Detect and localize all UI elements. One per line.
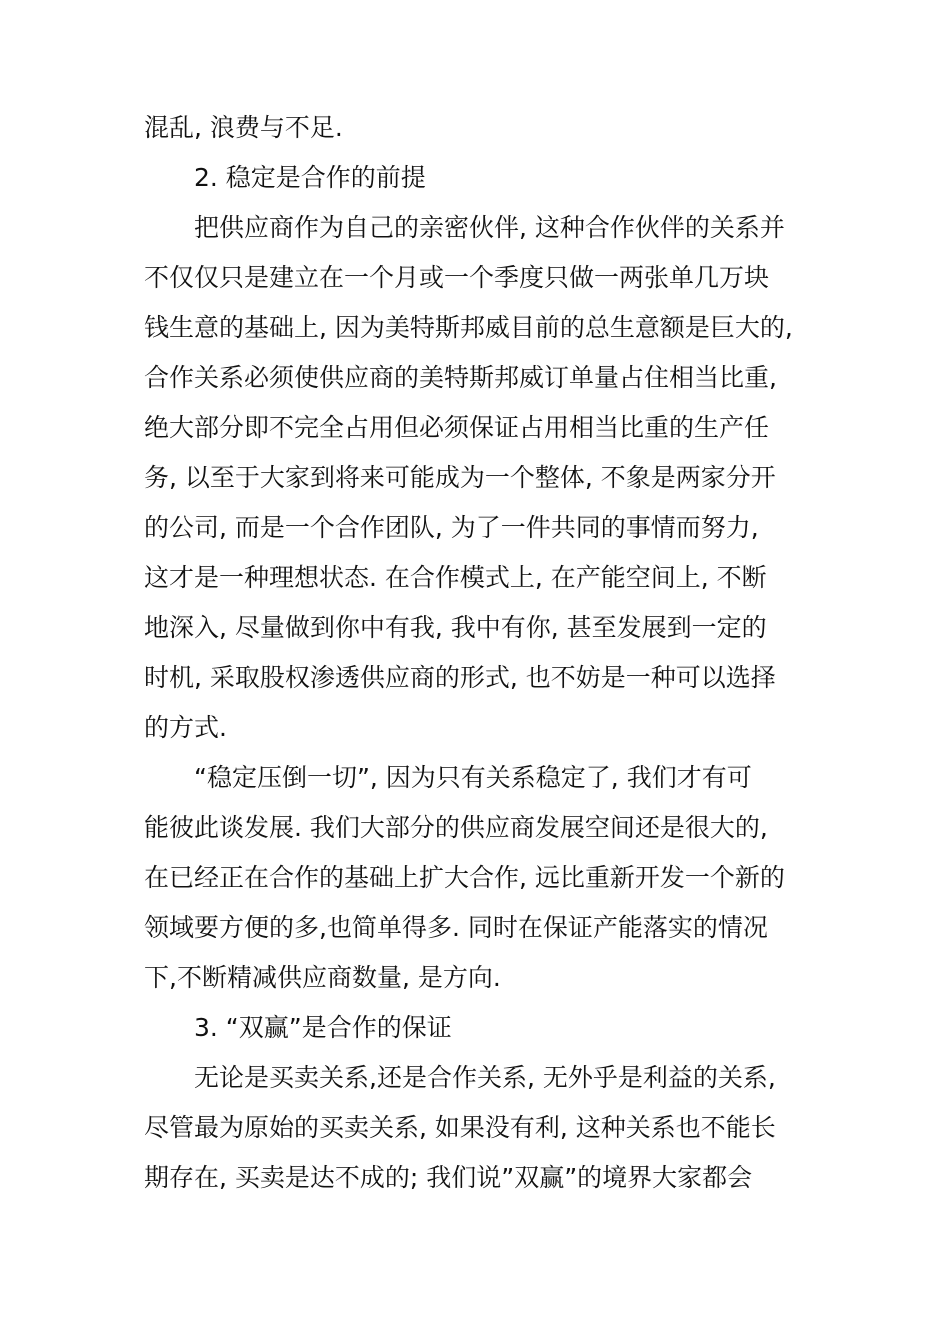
text-line: 能彼此谈发展. 我们大部分的供应商发展空间还是很大的,	[144, 813, 768, 842]
text-line: 的方式.	[144, 713, 227, 742]
text-line: 把供应商作为自己的亲密伙伴, 这种合作伙伴的关系并	[194, 213, 785, 242]
text-line: 无论是买卖关系,还是合作关系, 无外乎是利益的关系,	[194, 1063, 776, 1092]
text-line: 地深入, 尽量做到你中有我, 我中有你, 甚至发展到一定的	[144, 613, 767, 642]
text-line: 尽管最为原始的买卖关系, 如果没有利, 这种关系也不能长	[144, 1113, 776, 1142]
text-line: 的公司, 而是一个合作团队, 为了一件共同的事情而努力,	[144, 513, 759, 542]
text-line: “稳定压倒一切”, 因为只有关系稳定了, 我们才有可	[194, 763, 752, 792]
text-line: 不仅仅只是建立在一个月或一个季度只做一两张单几万块	[144, 263, 770, 292]
text-line: 下,不断精减供应商数量, 是方向.	[144, 963, 501, 992]
text-line: 钱生意的基础上, 因为美特斯邦威目前的总生意额是巨大的,	[144, 313, 793, 342]
section-heading: 3. “双赢”是合作的保证	[194, 1013, 452, 1042]
text-line: 合作关系必须使供应商的美特斯邦威订单量占住相当比重,	[144, 363, 777, 392]
text-line: 期存在, 买卖是达不成的; 我们说”双赢”的境界大家都会	[144, 1163, 753, 1192]
text-line: 这才是一种理想状态. 在合作模式上, 在产能空间上, 不断	[144, 563, 767, 592]
text-line: 领域要方便的多,也简单得多. 同时在保证产能落实的情况	[144, 913, 768, 942]
text-line: 在已经正在合作的基础上扩大合作, 远比重新开发一个新的	[144, 863, 785, 892]
text-line: 时机, 采取股权渗透供应商的形式, 也不妨是一种可以选择	[144, 663, 776, 692]
section-heading: 2. 稳定是合作的前提	[194, 163, 426, 192]
text-line: 绝大部分即不完全占用但必须保证占用相当比重的生产任	[144, 413, 770, 442]
text-line: 务, 以至于大家到将来可能成为一个整体, 不象是两家分开	[144, 463, 776, 492]
text-line: 混乱, 浪费与不足.	[144, 113, 343, 142]
